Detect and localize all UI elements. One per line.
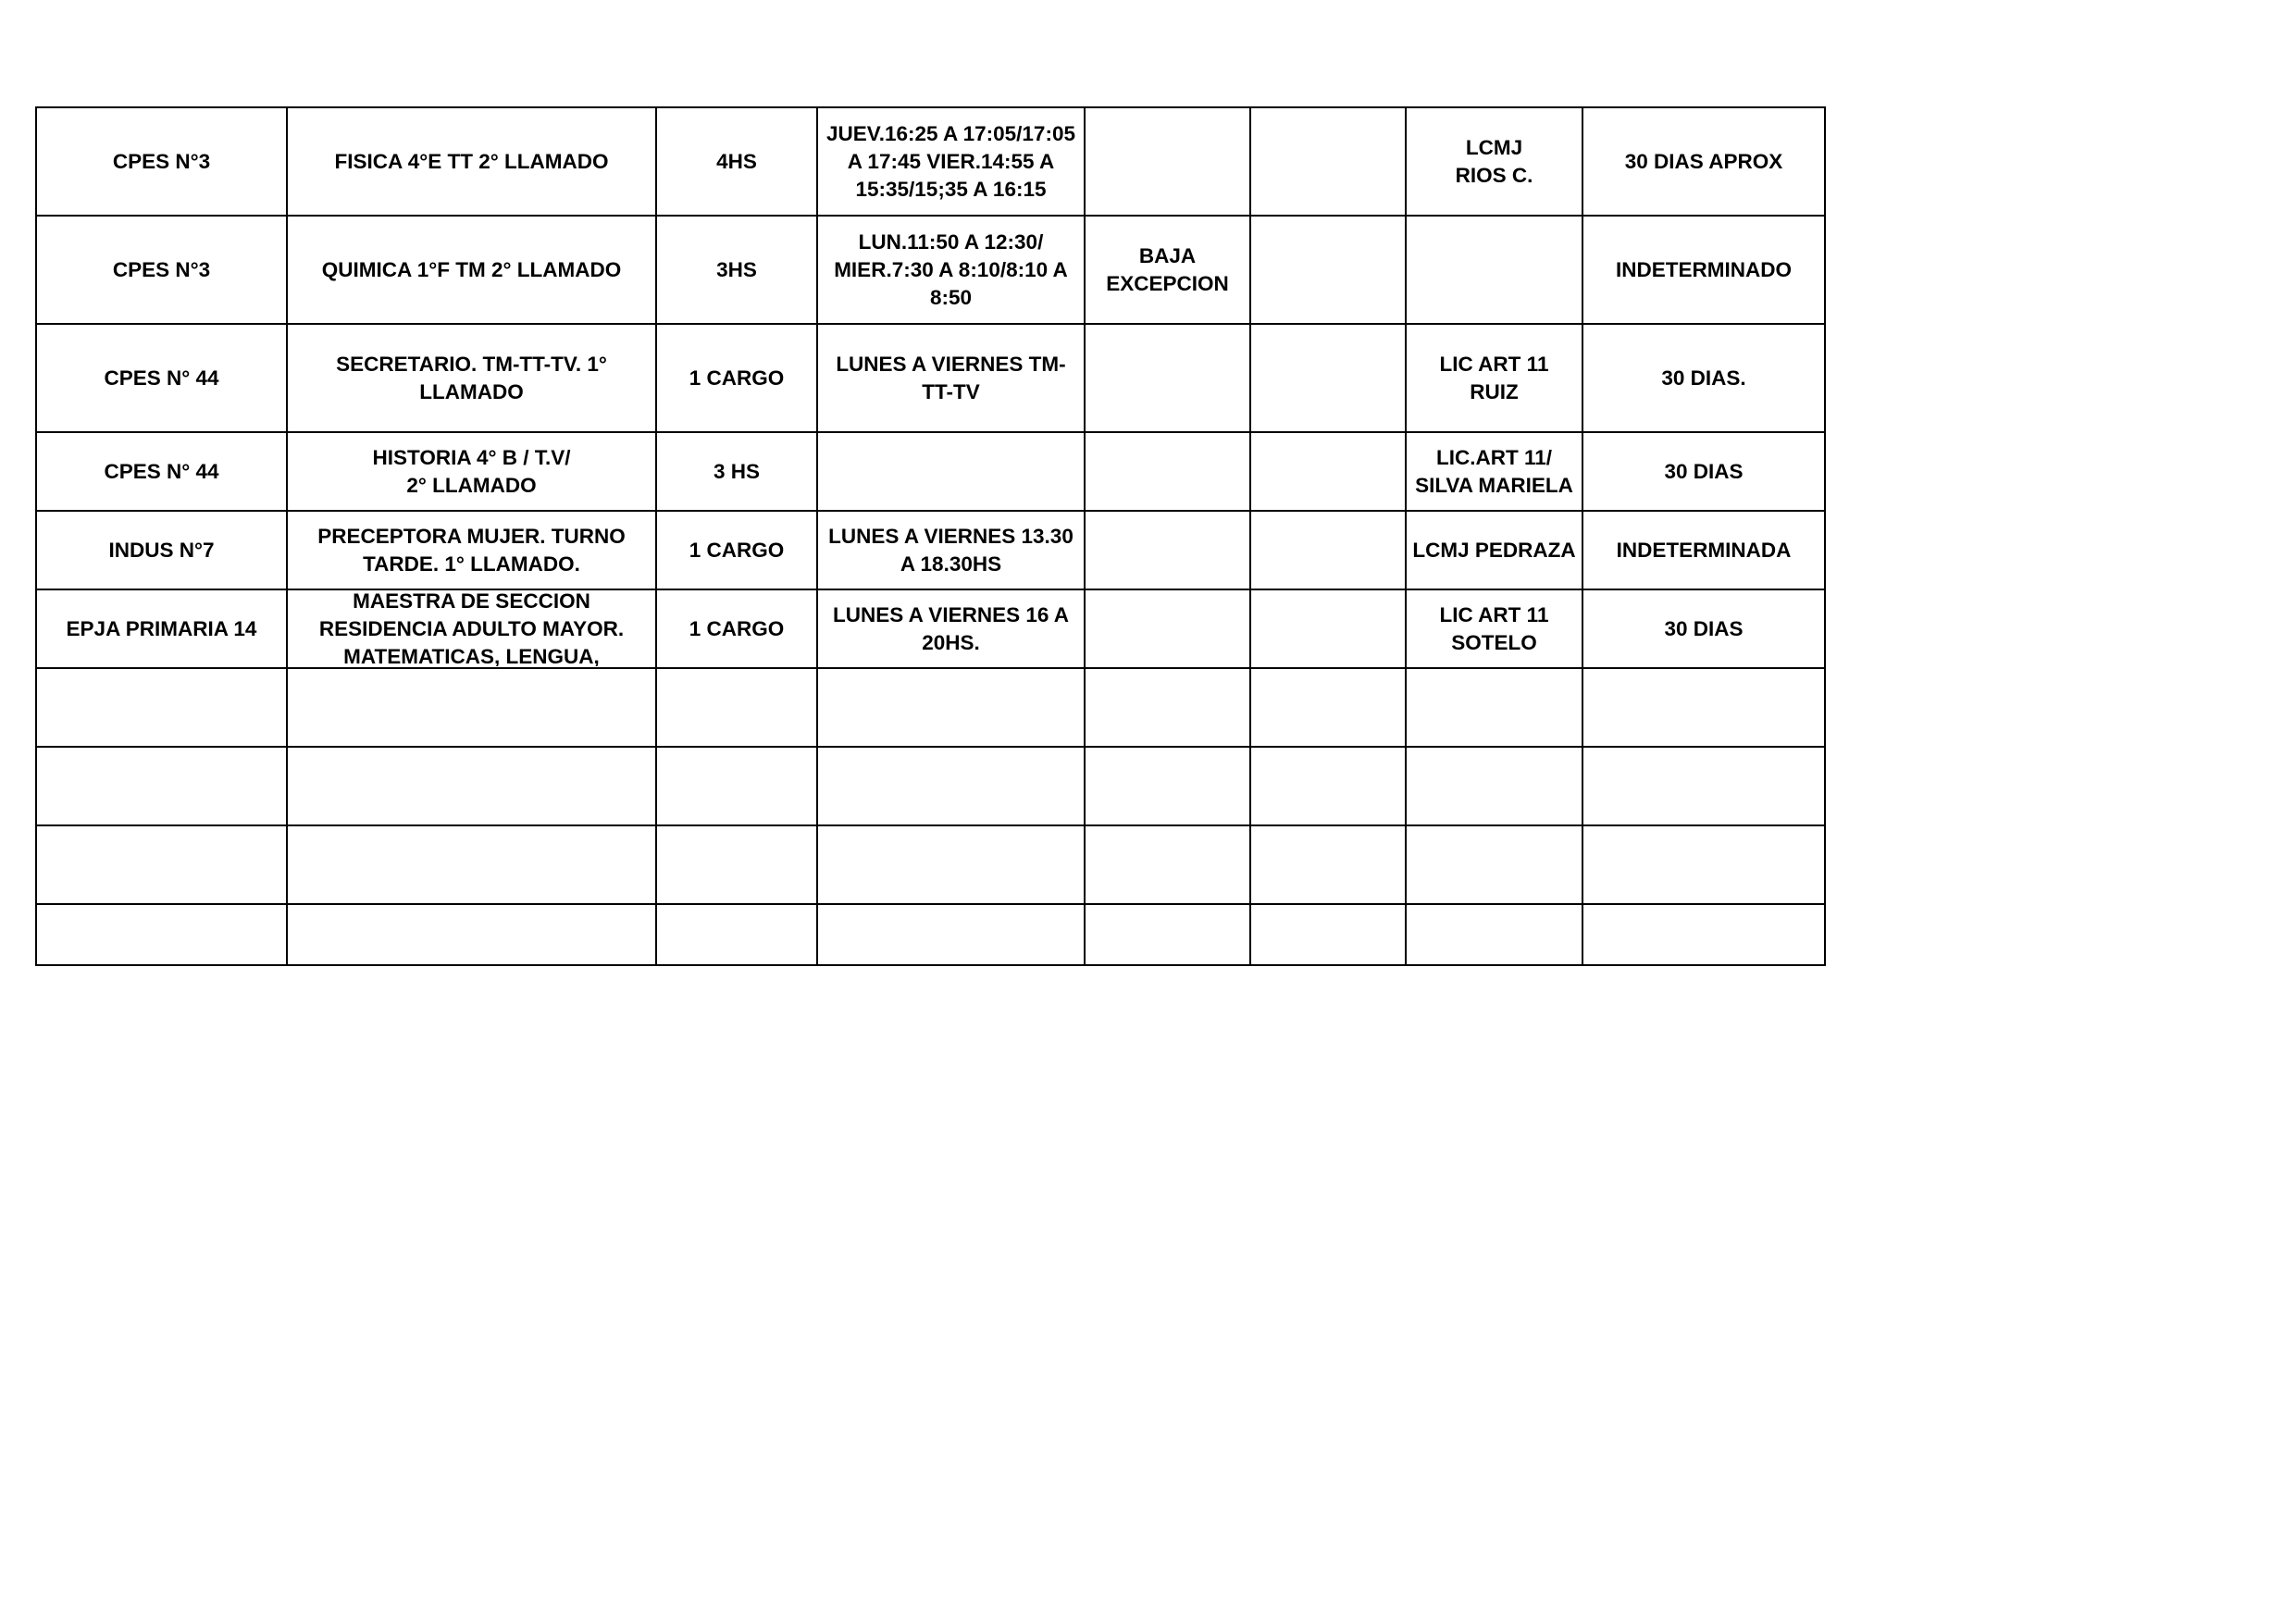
schedule-cell-text	[822, 750, 1080, 824]
duration-cell-text	[1587, 750, 1820, 824]
position-cell-text: MAESTRA DE SECCION RESIDENCIA ADULTO MAYOR. MATEMATICAS, LENGUA,	[318, 591, 625, 666]
table-body	[36, 107, 1825, 965]
school-cell	[36, 511, 287, 589]
school-cell-text	[41, 671, 282, 745]
license-cell	[1406, 668, 1582, 747]
position-cell	[287, 747, 656, 825]
schedule-cell-text: LUNES A VIERNES TM- TT-TV	[836, 352, 1066, 403]
license-cell	[1406, 324, 1582, 432]
schedule-cell-text	[822, 671, 1080, 745]
position-cell-text: FISICA 4°E TT 2° LLAMADO	[334, 149, 609, 173]
duration-cell-text: INDETERMINADA	[1616, 538, 1792, 562]
extra-cell-text	[1255, 327, 1401, 430]
duration-cell-text: INDETERMINADO	[1616, 257, 1792, 281]
hours-cell-text	[661, 671, 813, 745]
schedule-cell-text	[822, 828, 1080, 902]
position-cell-text	[292, 671, 652, 745]
duration-cell	[1582, 216, 1825, 324]
hours-cell-text: 3HS	[716, 257, 757, 281]
table-row	[36, 216, 1825, 324]
condition-cell-text	[1089, 671, 1246, 745]
vacancy-table	[35, 106, 1826, 966]
school-cell-text	[41, 907, 282, 963]
table-row	[36, 589, 1825, 668]
school-cell-text: CPES N° 44	[104, 366, 219, 390]
school-cell	[36, 668, 287, 747]
hours-cell-text: 1 CARGO	[689, 616, 785, 640]
position-cell	[287, 107, 656, 216]
schedule-cell-text: JUEV.16:25 A 17:05/17:05 A 17:45 VIER.14:55 A 15:35/15;35 A 16:15	[826, 121, 1075, 201]
license-cell	[1406, 432, 1582, 511]
hours-cell	[656, 747, 817, 825]
hours-cell-text	[661, 907, 813, 963]
table-row	[36, 904, 1825, 965]
hours-cell-text: 1 CARGO	[689, 538, 785, 562]
extra-cell	[1250, 825, 1406, 904]
duration-cell-text	[1587, 828, 1820, 902]
extra-cell	[1250, 747, 1406, 825]
table-row	[36, 107, 1825, 216]
license-cell-text	[1410, 218, 1578, 322]
hours-cell	[656, 825, 817, 904]
extra-cell-text	[1255, 828, 1401, 902]
schedule-cell	[817, 747, 1085, 825]
hours-cell	[656, 589, 817, 668]
school-cell	[36, 589, 287, 668]
duration-cell	[1582, 511, 1825, 589]
hours-cell	[656, 904, 817, 965]
position-cell	[287, 589, 656, 668]
extra-cell-text	[1255, 514, 1401, 588]
extra-cell	[1250, 589, 1406, 668]
schedule-cell	[817, 825, 1085, 904]
schedule-cell	[817, 432, 1085, 511]
hours-cell	[656, 324, 817, 432]
extra-cell-text	[1255, 750, 1401, 824]
schedule-cell	[817, 904, 1085, 965]
position-cell	[287, 432, 656, 511]
school-cell	[36, 107, 287, 216]
schedule-cell-text: LUNES A VIERNES 13.30 A 18.30HS	[828, 524, 1074, 576]
duration-cell	[1582, 747, 1825, 825]
extra-cell	[1250, 432, 1406, 511]
license-cell-text: LCMJ PEDRAZA	[1412, 538, 1576, 562]
hours-cell	[656, 668, 817, 747]
license-cell-text	[1410, 750, 1578, 824]
extra-cell	[1250, 324, 1406, 432]
license-cell	[1406, 747, 1582, 825]
extra-cell	[1250, 511, 1406, 589]
schedule-cell	[817, 511, 1085, 589]
table-row	[36, 324, 1825, 432]
extra-cell-text	[1255, 907, 1401, 963]
extra-cell-text	[1255, 110, 1401, 214]
license-cell-text	[1410, 907, 1578, 963]
position-cell	[287, 668, 656, 747]
license-cell-text: LCMJ RIOS C.	[1455, 135, 1533, 187]
school-cell	[36, 904, 287, 965]
position-cell	[287, 825, 656, 904]
hours-cell-text: 3 HS	[713, 459, 761, 483]
school-cell	[36, 216, 287, 324]
condition-cell	[1085, 324, 1250, 432]
extra-cell-text	[1255, 592, 1401, 666]
extra-cell-text	[1255, 435, 1401, 509]
position-cell-text: QUIMICA 1°F TM 2° LLAMADO	[321, 257, 622, 281]
duration-cell	[1582, 825, 1825, 904]
condition-cell	[1085, 825, 1250, 904]
extra-cell-text	[1255, 671, 1401, 745]
condition-cell-text	[1089, 750, 1246, 824]
extra-cell-text	[1255, 218, 1401, 322]
condition-cell-text	[1089, 592, 1246, 666]
table-row	[36, 668, 1825, 747]
schedule-cell	[817, 216, 1085, 324]
duration-cell-text	[1587, 671, 1820, 745]
extra-cell	[1250, 216, 1406, 324]
condition-cell-text	[1089, 110, 1246, 214]
license-cell-text	[1410, 671, 1578, 745]
school-cell-text: CPES N° 44	[104, 459, 219, 483]
school-cell-text: EPJA PRIMARIA 14	[66, 616, 257, 640]
duration-cell-text: 30 DIAS	[1664, 616, 1744, 640]
schedule-cell	[817, 324, 1085, 432]
license-cell-text: LIC.ART 11/ SILVA MARIELA	[1415, 445, 1573, 497]
hours-cell	[656, 216, 817, 324]
schedule-cell-text	[822, 907, 1080, 963]
condition-cell	[1085, 589, 1250, 668]
duration-cell	[1582, 904, 1825, 965]
school-cell	[36, 825, 287, 904]
position-cell-text	[292, 750, 652, 824]
condition-cell-text	[1089, 514, 1246, 588]
condition-cell-text: BAJA EXCEPCION	[1106, 243, 1229, 295]
schedule-cell	[817, 589, 1085, 668]
duration-cell	[1582, 432, 1825, 511]
license-cell-text: LIC ART 11 SOTELO	[1439, 602, 1549, 654]
schedule-cell-text: LUN.11:50 A 12:30/ MIER.7:30 A 8:10/8:10 A 8:50	[834, 229, 1068, 309]
school-cell-text	[41, 750, 282, 824]
schedule-cell-text: LUNES A VIERNES 16 A 20HS.	[832, 602, 1070, 654]
condition-cell	[1085, 747, 1250, 825]
position-cell-text	[292, 828, 652, 902]
hours-cell-text	[661, 750, 813, 824]
school-cell	[36, 432, 287, 511]
hours-cell	[656, 511, 817, 589]
condition-cell	[1085, 216, 1250, 324]
position-cell-text: PRECEPTORA MUJER. TURNO TARDE. 1° LLAMADO.	[317, 524, 626, 576]
duration-cell	[1582, 668, 1825, 747]
duration-cell-text: 30 DIAS	[1664, 459, 1744, 483]
hours-cell-text	[661, 828, 813, 902]
hours-cell	[656, 432, 817, 511]
schedule-cell-text	[822, 435, 1080, 509]
schedule-cell	[817, 668, 1085, 747]
condition-cell-text	[1089, 907, 1246, 963]
condition-cell-text	[1089, 828, 1246, 902]
condition-cell	[1085, 432, 1250, 511]
position-cell	[287, 904, 656, 965]
position-cell	[287, 216, 656, 324]
position-cell-text: SECRETARIO. TM-TT-TV. 1° LLAMADO	[336, 352, 607, 403]
position-cell-text: HISTORIA 4° B / T.V/ 2° LLAMADO	[372, 445, 571, 497]
position-cell-text	[292, 907, 652, 963]
license-cell-text: LIC ART 11 RUIZ	[1439, 352, 1549, 403]
license-cell	[1406, 107, 1582, 216]
condition-cell-text	[1089, 435, 1246, 509]
condition-cell	[1085, 668, 1250, 747]
license-cell	[1406, 511, 1582, 589]
extra-cell	[1250, 668, 1406, 747]
spreadsheet-page	[35, 106, 1826, 966]
duration-cell	[1582, 324, 1825, 432]
school-cell-text	[41, 828, 282, 902]
school-cell	[36, 324, 287, 432]
license-cell-text	[1410, 828, 1578, 902]
school-cell	[36, 747, 287, 825]
extra-cell	[1250, 904, 1406, 965]
duration-cell-text: 30 DIAS APROX	[1624, 149, 1783, 173]
license-cell	[1406, 589, 1582, 668]
condition-cell	[1085, 511, 1250, 589]
position-cell	[287, 511, 656, 589]
table-row	[36, 747, 1825, 825]
table-row	[36, 432, 1825, 511]
school-cell-text: INDUS N°7	[108, 538, 215, 562]
hours-cell	[656, 107, 817, 216]
table-row	[36, 825, 1825, 904]
school-cell-text: CPES N°3	[112, 149, 211, 173]
duration-cell-text	[1587, 907, 1820, 963]
license-cell	[1406, 216, 1582, 324]
license-cell	[1406, 825, 1582, 904]
condition-cell	[1085, 904, 1250, 965]
hours-cell-text: 4HS	[716, 149, 757, 173]
hours-cell-text: 1 CARGO	[689, 366, 785, 390]
table-row	[36, 511, 1825, 589]
duration-cell	[1582, 589, 1825, 668]
extra-cell	[1250, 107, 1406, 216]
position-cell	[287, 324, 656, 432]
duration-cell	[1582, 107, 1825, 216]
condition-cell-text	[1089, 327, 1246, 430]
duration-cell-text: 30 DIAS.	[1661, 366, 1746, 390]
condition-cell	[1085, 107, 1250, 216]
license-cell	[1406, 904, 1582, 965]
school-cell-text: CPES N°3	[112, 257, 211, 281]
schedule-cell	[817, 107, 1085, 216]
